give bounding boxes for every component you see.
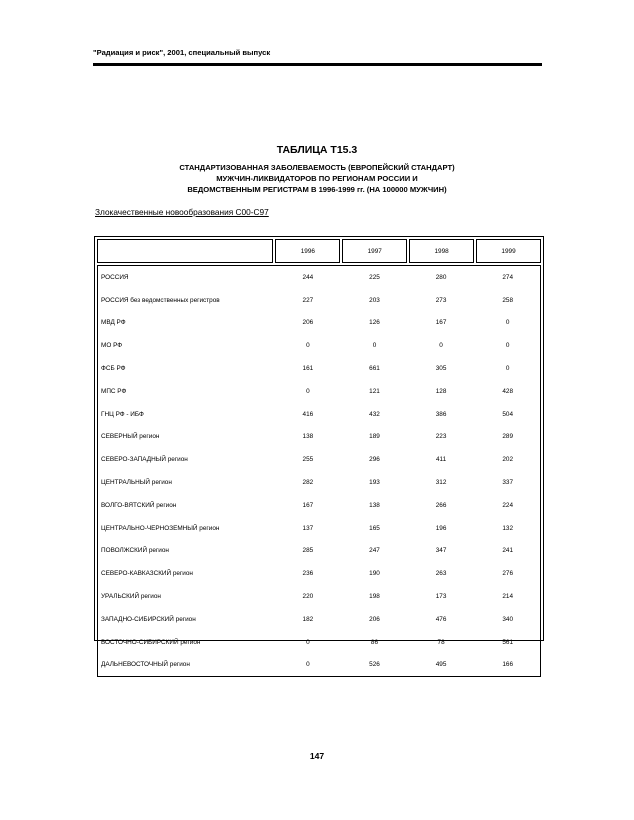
table-cell: 224: [502, 501, 514, 509]
table-cell: 504: [502, 410, 514, 418]
table-cell: 203: [369, 296, 380, 304]
table-cell: 206: [302, 319, 314, 327]
header-year-cell: 1998: [409, 239, 474, 263]
table-row: [98, 494, 540, 517]
header-year-cell: 1999: [476, 239, 541, 263]
table-body-frame: [97, 265, 541, 677]
table-cell: 0: [306, 661, 310, 669]
table-cell: 165: [369, 524, 380, 532]
row-label: ДАЛЬНЕВОСТОЧНЫЙ регион: [101, 661, 190, 669]
table-cell: 386: [435, 410, 447, 418]
table-cell: 161: [302, 365, 314, 373]
table-cell: 223: [435, 433, 447, 441]
table-cell: 236: [302, 570, 314, 578]
table-cell: 661: [369, 365, 380, 373]
table-cell: 0: [439, 342, 443, 350]
table-cell: 225: [369, 273, 380, 281]
table-row: [98, 266, 540, 289]
table-row: [98, 448, 540, 471]
table-cell: 273: [435, 296, 447, 304]
table-cell: 196: [435, 524, 447, 532]
table-row: [98, 540, 540, 563]
page-number: 147: [309, 751, 325, 761]
table-cell: 78: [437, 638, 445, 646]
table-cell: 0: [372, 342, 377, 350]
table-cell: 305: [435, 365, 447, 373]
row-label: ВОСТОЧНО-СИБИРСКИЙ регион: [101, 638, 201, 646]
row-label: МПС РФ: [101, 387, 127, 395]
table-cell: 247: [369, 547, 380, 555]
table-row: [98, 426, 540, 449]
table-cell: 167: [302, 501, 314, 509]
row-label: ПОВОЛЖСКИЙ регион: [101, 547, 169, 555]
table-cell: 0: [306, 638, 310, 646]
table-cell: 137: [302, 524, 314, 532]
table-title-line: МУЖЧИН-ЛИКВИДАТОРОВ ПО РЕГИОНАМ РОССИИ И: [216, 174, 418, 183]
data-table-body: [98, 266, 540, 676]
data-table-frame: [94, 236, 544, 669]
table-cell: 0: [505, 365, 510, 373]
table-cell: 276: [502, 570, 514, 578]
table-cell: 214: [502, 593, 514, 601]
row-label: ГНЦ РФ - ИБФ: [101, 410, 144, 418]
header-year-cell: 1996: [275, 239, 340, 263]
row-label: РОССИЯ: [101, 273, 129, 281]
table-cell: 182: [302, 615, 314, 623]
table-cell: 128: [435, 387, 447, 395]
table-row: [98, 562, 540, 585]
table-cell: 198: [369, 593, 380, 601]
table-cell: 347: [435, 547, 447, 555]
row-label: МО РФ: [101, 342, 123, 350]
table-cell: 561: [502, 638, 514, 646]
header-rule: [93, 63, 542, 66]
table-cell: 411: [435, 456, 447, 464]
table-title-line: ВЕДОМСТВЕННЫМ РЕГИСТРАМ В 1996-1999 гг. (НА 100000 МУЖЧИН): [187, 185, 447, 194]
table-cell: 526: [369, 661, 380, 669]
table-row: [98, 289, 540, 312]
table-cell: 416: [302, 410, 314, 418]
row-label: ЦЕНТРАЛЬНЫЙ регион: [101, 479, 172, 487]
table-cell: 193: [369, 479, 380, 487]
table-row: [98, 631, 540, 654]
table-cell: 138: [369, 501, 380, 509]
table-cell: 189: [369, 433, 380, 441]
row-label: МВД РФ: [101, 319, 126, 327]
table-cell: 241: [502, 547, 514, 555]
table-row: [98, 334, 540, 357]
header-blank-cell: [97, 239, 273, 263]
table-cell: 0: [306, 342, 310, 350]
table-cell: 166: [502, 661, 514, 669]
row-label: СЕВЕРНЫЙ регион: [101, 433, 160, 441]
table-cell: 337: [502, 479, 514, 487]
table-title: [100, 162, 534, 195]
table-cell: 206: [369, 615, 380, 623]
table-cell: 282: [302, 479, 314, 487]
table-title-line: СТАНДАРТИЗОВАННАЯ ЗАБОЛЕВАЕМОСТЬ (ЕВРОПЕЙСКИЙ СТАНДАРТ): [179, 163, 455, 172]
table-row: [98, 471, 540, 494]
table-cell: 258: [502, 296, 514, 304]
running-header: "Радиация и риск", 2001, специальный выпуск: [93, 48, 271, 57]
table-row: [98, 585, 540, 608]
table-cell: 428: [502, 387, 514, 395]
row-label: РОССИЯ без ведомственных регистров: [101, 296, 220, 304]
table-row: [98, 357, 540, 380]
table-row: [98, 517, 540, 540]
table-row: [98, 654, 540, 677]
table-cell: 220: [302, 593, 314, 601]
table-cell: 432: [369, 410, 380, 418]
table-cell: 227: [302, 296, 314, 304]
table-cell: 244: [302, 273, 314, 281]
table-cell: 121: [369, 387, 380, 395]
table-cell: 312: [435, 479, 447, 487]
table-cell: 126: [369, 319, 380, 327]
table-cell: 476: [435, 615, 447, 623]
header-year-cell: 1997: [342, 239, 407, 263]
table-cell: 289: [502, 433, 514, 441]
table-cell: 190: [369, 570, 380, 578]
table-cell: 280: [435, 273, 447, 281]
table-cell: 86: [370, 638, 379, 646]
table-row: [98, 403, 540, 426]
table-cell: 202: [502, 456, 514, 464]
table-cell: 167: [435, 319, 447, 327]
row-label: ЦЕНТРАЛЬНО-ЧЕРНОЗЕМНЫЙ регион: [101, 524, 220, 532]
table-id: ТАБЛИЦА Т15.3: [276, 144, 358, 156]
table-cell: 0: [505, 319, 510, 327]
table-cell: 263: [435, 570, 447, 578]
data-table: [97, 239, 541, 263]
table-cell: 255: [302, 456, 314, 464]
table-header-row: [97, 239, 541, 263]
table-subtitle: Злокачественные новообразования С00-С97: [95, 207, 269, 217]
table-cell: 0: [306, 387, 310, 395]
table-row: [98, 312, 540, 335]
table-cell: 132: [502, 524, 514, 532]
table-cell: 0: [505, 342, 510, 350]
row-label: ВОЛГО-ВЯТСКИЙ регион: [101, 501, 177, 509]
table-cell: 173: [435, 593, 447, 601]
table-cell: 266: [435, 501, 447, 509]
row-label: СЕВЕРО-ЗАПАДНЫЙ регион: [101, 456, 188, 464]
table-cell: 285: [302, 547, 314, 555]
table-row: [98, 380, 540, 403]
table-cell: 296: [369, 456, 380, 464]
row-label: СЕВЕРО-КАВКАЗСКИЙ регион: [101, 570, 193, 578]
table-row: [98, 608, 540, 631]
row-label: ЗАПАДНО-СИБИРСКИЙ регион: [101, 615, 196, 623]
table-cell: 274: [502, 273, 514, 281]
table-cell: 138: [302, 433, 314, 441]
table-cell: 340: [502, 615, 514, 623]
table-cell: 495: [435, 661, 447, 669]
row-label: ФСБ РФ: [101, 365, 126, 373]
row-label: УРАЛЬСКИЙ регион: [101, 593, 161, 601]
